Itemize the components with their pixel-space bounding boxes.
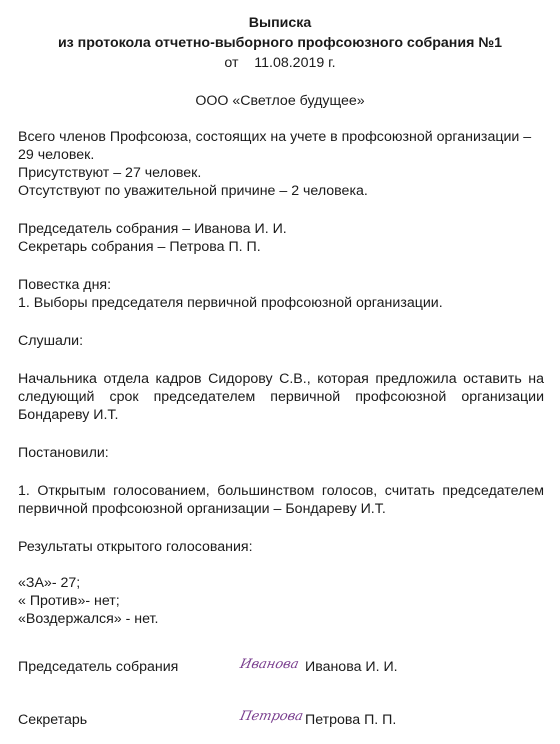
- chair-handwritten-signature: Иванова: [238, 657, 301, 672]
- absent-count: Отсутствуют по уважительной причине – 2 человека.: [18, 183, 368, 199]
- resolved-heading: Постановили:: [18, 445, 109, 461]
- chair-signature-name: Иванова И. И.: [305, 659, 398, 675]
- votes-against: « Против»- нет;: [18, 593, 120, 609]
- heard-heading: Слушали:: [18, 333, 84, 349]
- secretary-of-meeting: Секретарь собрания – Петрова П. П.: [18, 239, 261, 255]
- members-total-line1: Всего членов Профсоюза, состоящих на учете в профсоюзной организации –: [18, 129, 532, 145]
- agenda-heading: Повестка дня:: [18, 277, 112, 293]
- chair-signature-label: Председатель собрания: [18, 659, 179, 675]
- organization-name: ООО «Светлое будущее»: [195, 93, 365, 109]
- chair-of-meeting: Председатель собрания – Иванова И. И.: [18, 221, 287, 237]
- results-heading: Результаты открытого голосования:: [18, 539, 253, 555]
- secretary-signature-name: Петрова П. П.: [305, 712, 397, 728]
- resolved-text-line1: 1. Открытым голосованием, большинством голосов, считать председателем: [18, 483, 544, 499]
- members-total-line2: 29 человек.: [18, 147, 95, 163]
- heard-text-line3: Бондареву И.Т.: [18, 407, 119, 423]
- secretary-handwritten-signature: Петрова: [238, 709, 305, 724]
- heard-text-line2: следующий срок председателем первичной профсоюзной организации: [18, 389, 544, 405]
- document-subtitle: из протокола отчетно-выборного профсоюзного собрания №1: [57, 35, 503, 51]
- document-date-line: [0, 54, 560, 72]
- document-title: Выписка: [248, 15, 312, 31]
- present-count: Присутствуют – 27 человек.: [18, 165, 202, 181]
- secretary-signature-label: Секретарь: [18, 712, 88, 728]
- votes-for: «ЗА»- 27;: [18, 575, 81, 591]
- heard-text-line1: Начальника отдела кадров Сидорову С.В., которая предложила оставить на: [18, 371, 544, 387]
- date-prefix: от: [224, 55, 239, 71]
- votes-abstain: «Воздержался» - нет.: [18, 611, 159, 627]
- resolved-text-line2: первичной профсоюзной организации – Бондареву И.Т.: [18, 501, 386, 517]
- document-date: 11.08.2019 г.: [254, 55, 336, 71]
- agenda-item: 1. Выборы председателя первичной профсоюзной организации.: [18, 295, 443, 311]
